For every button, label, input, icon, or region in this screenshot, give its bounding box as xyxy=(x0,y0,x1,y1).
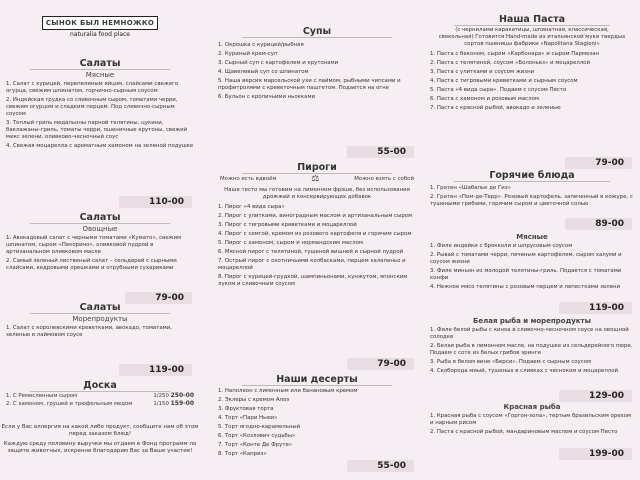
section-salads-veg xyxy=(0,212,200,274)
logo-name: СЫНОК БЫЛ НЕМНОЖКО xyxy=(42,16,158,30)
menu-item: 2. Эклеры с кремом Алоэ xyxy=(218,397,290,403)
section-desserts xyxy=(212,374,422,460)
menu-item: 2. Рывай с томатами черри, печеным картофелем, сыром халуми и соусом жизни xyxy=(430,252,622,265)
menu-item: 1. Паста с беконом, сыром «Карбонара» и сыром Пармезан xyxy=(430,51,600,57)
menu-item: 1. Салат с королевскими креветками, авокадо, томатами, зеленью в лаймовом соусе xyxy=(6,325,172,338)
menu-item: 5. Пирог с хамоном, сыром и нормандским маслом xyxy=(218,240,363,246)
menu-item: 8. Пирог с курицей-грудкой, шампиньонами, кунжутом, японским луком и сливочным соусом xyxy=(218,274,408,287)
menu-item: 4. Скоборода миый, тушеных в сливках с чесноком и моцареллой xyxy=(430,368,619,374)
menu-item: 2. Индейская грудка со сливочным сыром, томатами черри, свежим огурцом и сладким перцем. Под сливочно-сырным соусом xyxy=(6,97,178,117)
menu-column-middle xyxy=(212,0,422,480)
section-board xyxy=(0,380,200,408)
section-title: Супы xyxy=(242,26,392,38)
menu-item: 1. Салат с курицей, перепелиным яйцом, слайсами свежего огурца, свежим шпинатом, горчично-сырным соусом xyxy=(6,81,179,94)
board-item xyxy=(0,400,200,408)
menu-item: 2. Куриный крем-суп xyxy=(218,51,278,57)
takeaway-tag: Можно взять с собой xyxy=(354,176,414,182)
board-item-name: 1. С Ремесленным сыром xyxy=(6,393,78,399)
section-pies xyxy=(212,162,422,290)
section-soups xyxy=(212,26,422,103)
menu-item: 6. Бульон с кроличьими ньокками xyxy=(218,94,316,100)
allergy-note: Если у Вас аллергия на какой либо продукт, сообщите нам об этом перед заказом блюд! xyxy=(1,424,199,437)
board-item-name: 2. С хамоном, грушей и трюфельным медом xyxy=(6,401,133,407)
price-salads-meat: 110-00 xyxy=(119,196,192,208)
menu-item: 7. Паста с красной рыбой, авокадо и зеленью xyxy=(430,105,561,111)
board-item-weight: 1/250 xyxy=(153,393,169,399)
seesaw-icon: ⚖ xyxy=(311,174,320,184)
price-hot: 89-00 xyxy=(565,218,632,230)
logo-tagline: naturalia food place xyxy=(69,31,130,38)
menu-item: 2. Гратен «Пом-де-Терр». Розовый картофель, запеченный в кожуре, с тушеными грибами, горячим сыром и цветочной солью xyxy=(430,194,633,207)
section-meat xyxy=(424,232,640,293)
pies-tags xyxy=(212,174,422,184)
section-title: Салаты xyxy=(30,212,170,224)
menu-item: 5. Паста «4 вида сыра». Подаем с соусом Песто xyxy=(430,87,567,93)
menu-item: 1. Гратен «Шабалье де Гиз» xyxy=(430,185,511,191)
menu-item: 2. Самый зеленый лиственый салат – сельдерей с сырными слайсами, кедровыми орешками и отрубными сухариками xyxy=(6,258,177,271)
menu-item: 5. Наша версия марсельской ухи с лаймом, рыбными чипсами и профитролями с креветочным паштетом. Подается на огне xyxy=(218,78,401,91)
section-title: Пироги xyxy=(242,162,392,174)
pies-intro: Наше тесто мы готовим на лимонном фрэше, без использования дрожжей и консервирующих добавок xyxy=(224,187,410,200)
menu-item: 2. Пирог с улитками, виноградным маслом и артизанальным сыром xyxy=(218,213,413,219)
menu-item: 1. Окрошка с курицей/рыбная xyxy=(218,42,304,48)
section-red-fish xyxy=(424,402,640,438)
menu-item: 2. Белая рыба в лимонном масле, на подушке из сельдерейного пюре. Подаем с соте из белых грибов эринги xyxy=(430,343,633,356)
section-hot xyxy=(424,170,640,210)
price-desserts: 55-00 xyxy=(347,460,414,472)
price-red-fish: 199-00 xyxy=(559,448,632,460)
price-salads-sea: 119-00 xyxy=(119,364,192,376)
menu-item: 1. Красная рыба с соусом «Горгон-зола», тертым бразильским орехом и нарным рисом xyxy=(430,413,632,426)
menu-item: 7. Острый пирог с охотничьими колбасками, перцем халапеньо и моцареллой xyxy=(218,258,406,271)
menu-item: 1. Наполеон с лимонным или банановым кремом xyxy=(218,388,358,394)
section-title: Доска xyxy=(30,380,170,392)
section-title: Салаты xyxy=(30,58,170,70)
section-subtitle: Мясные xyxy=(516,233,548,241)
menu-item: 8. Торт «Каприз» xyxy=(218,451,267,457)
board-item-price: 159-00 xyxy=(170,400,194,407)
section-subtitle: Морепродукты xyxy=(72,315,128,323)
price-white-fish: 129-00 xyxy=(559,390,632,402)
board-item xyxy=(0,392,200,400)
menu-item: 3. Пирог с тигровыми креветками и моцареллой xyxy=(218,222,357,228)
section-subtitle: Овощные xyxy=(82,225,118,233)
section-salads-sea xyxy=(0,302,200,341)
menu-item: 5. Торт ягодно-карамельный xyxy=(218,424,301,430)
menu-item: 1. Авокадовый салат с черными томатами «Кумато», свежим шпинатом, сыром «Пекорино», оливковой пудрой в артизанальном оливковом масле xyxy=(6,235,182,255)
menu-item: 7. Торт «Конте Де Фруте» xyxy=(218,442,293,448)
menu-item: 3. Теплый гриль медальоны парной телятины, цукини, баклажаны-гриль, томаты черри, пшеничные крутоны, свежий микс зелени, оливково-чесночный соус xyxy=(6,120,188,140)
section-title: Наша Паста xyxy=(454,14,610,26)
section-subtitle: Белая рыба и морепродукты xyxy=(473,317,591,325)
menu-item: 2. Паста с телятиной, соусом «Болоньез» и моцареллой xyxy=(430,60,590,66)
menu-item: 3. Филе миньон из молодой телятины-гриль. Подается с томатами конфи xyxy=(430,268,622,281)
section-title: Наши десерты xyxy=(242,374,392,386)
section-title: Салаты xyxy=(30,302,170,314)
price-pies: 79-00 xyxy=(347,358,414,370)
menu-item: 4. Свежая моцарелла с ароматным хамоном на зеленой подушке xyxy=(6,143,194,149)
menu-column-right xyxy=(424,0,640,480)
menu-item: 4. Нежное мясо телятины с розовым перцем и лепестками зелени xyxy=(430,284,621,290)
menu-item: 4. Пирог с семгой, кремом из розового картофеля и горячим сыром xyxy=(218,231,412,237)
menu-item: 1. Филе индейки с брокколи и шпрусовым соусом xyxy=(430,243,573,249)
menu-column-left xyxy=(0,0,200,480)
menu-item: 1. Филе белой рыбы с киноа в сливочно-чесночном соусе на овощной солодке xyxy=(430,327,629,340)
section-subtitle: Мясные xyxy=(85,71,115,79)
menu-item: 4. Щавелевый суп со шпинатом xyxy=(218,69,309,75)
logo xyxy=(34,10,166,38)
board-item-weight: 1/150 xyxy=(153,401,169,407)
menu-item: 6. Паста с хамоном и розовым маслом xyxy=(430,96,539,102)
menu-item: 1. Пирог «4 вида сыра» xyxy=(218,204,285,210)
price-soups: 55-00 xyxy=(347,146,414,158)
section-subtitle: Красная рыба xyxy=(503,403,561,411)
menu-item: 6. Торт «Козлович судьбы» xyxy=(218,433,296,439)
section-salads-meat xyxy=(0,58,200,152)
footer-notes xyxy=(0,424,200,455)
price-meat: 119-00 xyxy=(559,302,632,314)
share-tag: Можно есть вдвоём xyxy=(220,176,277,182)
price-salads-veg: 79-00 xyxy=(125,292,192,304)
menu-item: 2. Паста с красной рыбой, мандариновым маслом и соусом Песто xyxy=(430,429,618,435)
price-pasta: 79-00 xyxy=(565,157,632,169)
charity-note: Каждую среду половину выручки мы отдаем в Фонд программ по защите животных, искренне благодарим Вас за Ваше участие! xyxy=(3,441,197,454)
section-white-fish xyxy=(424,316,640,377)
section-title: Горячие блюда xyxy=(454,170,610,182)
menu-item: 3. Паста с улитками и соусом жизни xyxy=(430,69,535,75)
menu-item: 4. Паста с тигровыми креветками и сырным соусом xyxy=(430,78,578,84)
section-pasta xyxy=(424,14,640,114)
menu-item: 4. Торт «Пари Ньюи» xyxy=(218,415,278,421)
menu-item: 6. Мясной пирог с телятиной, тушеной вишней и сырной пудрой xyxy=(218,249,404,255)
pasta-intro: (с чернилами каракатицы, шпинатная, классическая, свекольная) Готовится Hand-made из итальянской муки твердых сортов пшеницы фабрики «Napolitana Stagioni» xyxy=(438,27,626,47)
menu-item: 3. Рыба в белом вине «Берси». Подаем с сырным соусом xyxy=(430,359,592,365)
menu-item: 3. Фруктовая торта xyxy=(218,406,274,412)
board-item-price: 250-00 xyxy=(170,392,194,399)
menu-item: 3. Сырный суп с картофелем и крутонами xyxy=(218,60,339,66)
